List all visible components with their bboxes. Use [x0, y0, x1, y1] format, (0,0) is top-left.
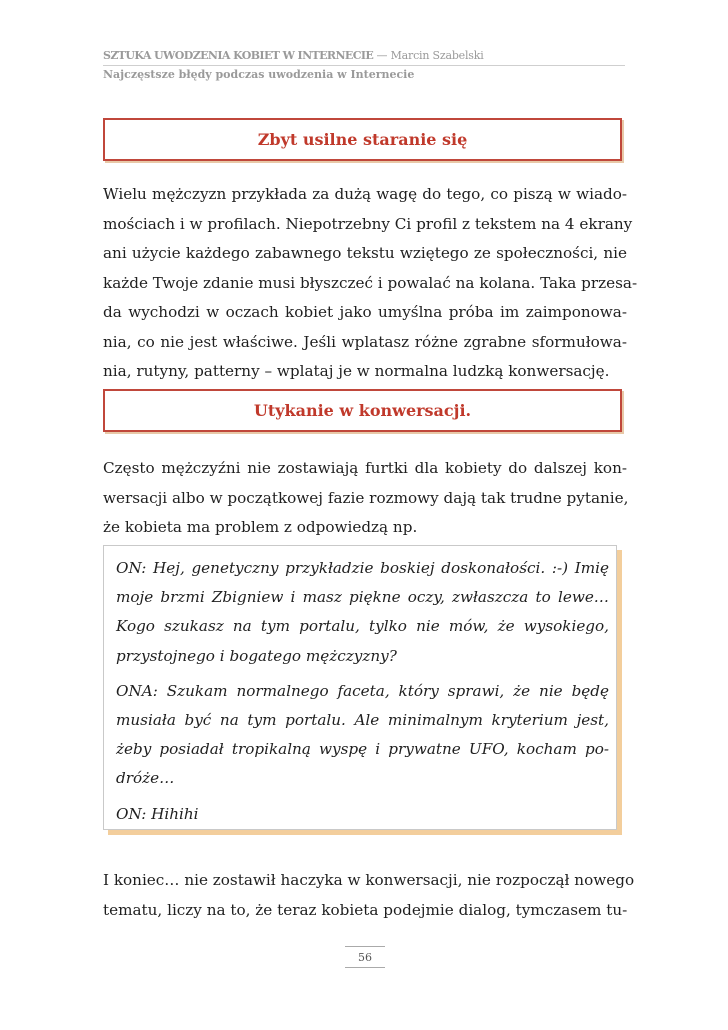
text-line: Wielu mężczyzn przykłada za dużą wagę do tego, co piszą w wiado-	[103, 185, 627, 203]
dialog-line: ON: Hihihi	[116, 804, 199, 823]
dialog-line: Kogo szukasz na tym portalu, tylko nie mów, że wysokiego,	[116, 617, 609, 636]
text-line: każde Twoje zdanie musi błyszczeć i powalać na kolana. Taka przesa-	[103, 273, 638, 292]
section-heading: Zbyt usilne staranie się	[257, 130, 468, 149]
page-number: 56	[345, 946, 385, 968]
body-paragraph	[103, 180, 638, 387]
dialog-turn-on	[116, 554, 609, 671]
text-line: da wychodzi w oczach kobiet jako umyślna próba im zaimponowa-	[103, 303, 627, 321]
text-line: ani użycie każdego zabawnego tekstu wziętego ze społeczności, nie	[103, 244, 627, 262]
dialog-line: musiała być na tym portalu. Ale minimalnym kryterium jest,	[116, 711, 609, 730]
body-paragraph	[103, 454, 627, 543]
dialog-turn-ona	[116, 677, 609, 794]
text-line: I koniec… nie zostawił haczyka w konwersacji, nie rozpoczął nowego	[103, 871, 635, 889]
chapter-title: Najczęstsze błędy podczas uwodzenia w Internecie	[103, 68, 415, 81]
running-header	[103, 49, 625, 81]
dialog-turn-on	[116, 800, 609, 829]
section-heading: Utykanie w konwersacji.	[253, 401, 472, 420]
header-dash: —	[373, 49, 391, 62]
dialog-line: żeby posiadał tropikalną wyspę i prywatne UFO, kocham po-	[116, 740, 609, 759]
text-line: wersacji albo w początkowej fazie rozmowy dają tak trudne pytanie,	[103, 488, 629, 507]
text-line: że kobieta ma problem z odpowiedzą np.	[103, 518, 418, 536]
text-line: nia, rutyny, patterny – wplataj je w normalna ludzką konwersację.	[103, 362, 610, 380]
section-heading-box	[103, 389, 622, 432]
section-heading-box	[103, 118, 622, 161]
body-paragraph	[103, 866, 635, 925]
dialog-line: przystojnego i bogatego mężczyzny?	[116, 646, 397, 665]
dialog-example-box	[103, 545, 617, 830]
book-series-title: SZTUKA UWODZENIA KOBIET W INTERNECIE	[103, 49, 374, 62]
dialog-line: ON: Hej, genetyczny przykładzie boskiej doskonałości. :-) Imię	[116, 559, 609, 577]
dialog-line: ONA: Szukam normalnego faceta, który sprawi, że nie będę	[116, 681, 609, 700]
text-line: mościach i w profilach. Niepotrzebny Ci profil z tekstem na 4 ekrany	[103, 214, 633, 233]
text-line: nia, co nie jest właściwe. Jeśli wplatasz różne zgrabne sformułowa-	[103, 332, 627, 351]
text-line: tematu, liczy na to, że teraz kobieta podejmie dialog, tymczasem tu-	[103, 900, 628, 919]
dialog-line: dróże…	[116, 769, 175, 788]
dialog-line: moje brzmi Zbigniew i masz piękne oczy, zwłaszcza to lewe…	[116, 588, 609, 607]
text-line: Często mężczyźni nie zostawiają furtki dla kobiety do dalszej kon-	[103, 459, 627, 477]
header-title-line	[103, 49, 625, 66]
book-author: Marcin Szabelski	[390, 49, 484, 62]
